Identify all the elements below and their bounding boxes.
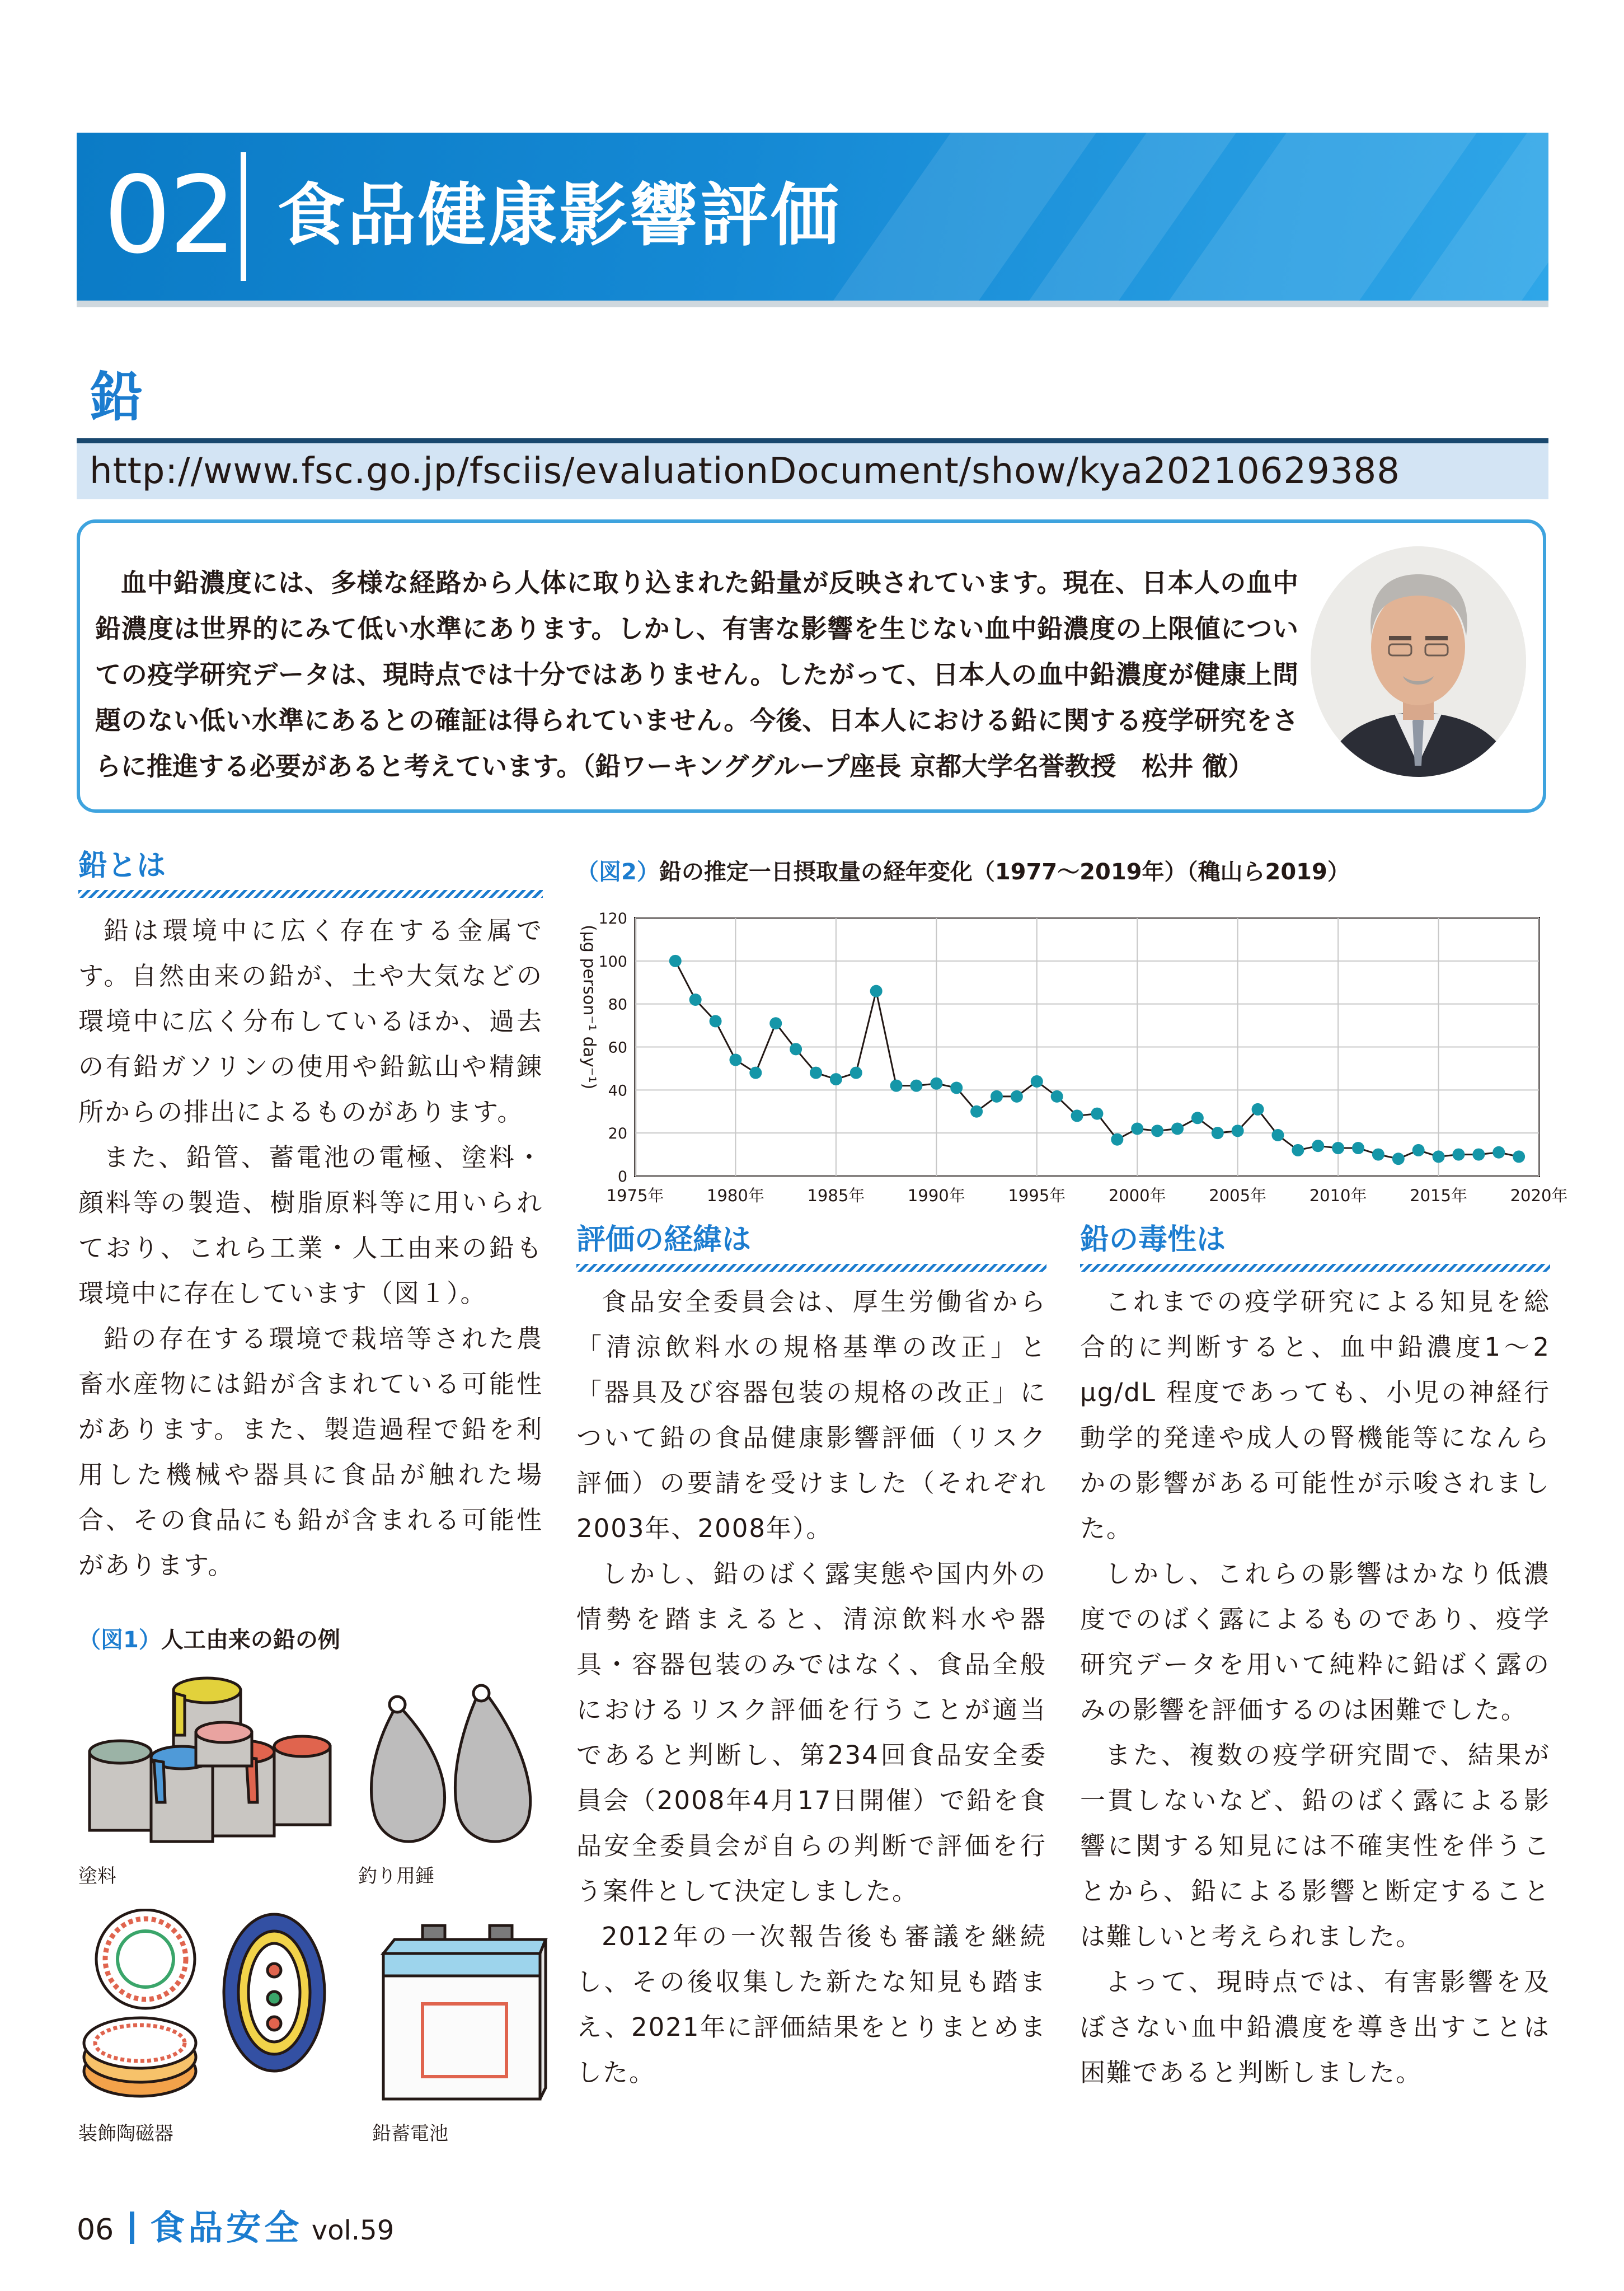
col1-heading-underline: [78, 890, 543, 898]
fig2-caption: [576, 856, 1350, 888]
x-tick-label: 1975年: [606, 1186, 664, 1205]
data-point: [830, 1073, 842, 1085]
data-point: [991, 1090, 1003, 1103]
col2-heading: 評価の経緯は: [576, 1223, 752, 1257]
data-point: [970, 1105, 983, 1118]
x-tick-label: 2000年: [1108, 1186, 1166, 1205]
data-point: [1332, 1142, 1344, 1154]
lead-battery-illustration: [372, 1920, 557, 2110]
chart-y-ticks: [598, 910, 627, 1186]
y-tick-label: 100: [598, 953, 627, 971]
data-point: [1492, 1146, 1505, 1159]
y-tick-label: 60: [608, 1039, 627, 1057]
col3-body: これまでの疫学研究による知見を総合的に判断すると、血中鉛濃度1〜2 μg/dL 程度であっても、小児の神経行動学的発達や成人の腎機能等になんらかの影響がある可能性が示唆されました。 しかし、これらの影響はかなり低濃度でのばく露によるものであり、疫学研究データを用いて純粋に鉛ばく露のみの影響を評価するのは困難でした。 また、複数の疫学研究間で、結果が一貫しないなど、鉛のばく露による影響に関する知見には不確実性を伴うことから、鉛による影響と断定することは難しいと考えられました。 よって、現時点では、有害影響を及ぼさない血中鉛濃度を導き出すことは困難であると判断しました。: [1080, 1287, 1550, 2087]
topic-title: 鉛: [90, 366, 143, 429]
topic-rule: [77, 438, 1548, 443]
fishing-sinkers-illustration: [358, 1682, 543, 1861]
col3-heading: 鉛の毒性は: [1080, 1223, 1226, 1257]
data-point: [1312, 1140, 1324, 1152]
data-point: [1392, 1152, 1405, 1165]
x-tick-label: 1990年: [907, 1186, 965, 1205]
x-tick-label: 2015年: [1410, 1186, 1467, 1205]
y-tick-label: 40: [608, 1082, 627, 1100]
x-tick-label: 1985年: [807, 1186, 865, 1205]
banner-shadow: [77, 301, 1548, 307]
lead-intake-chart: [576, 901, 1584, 1226]
page-footer: [77, 2205, 394, 2253]
data-point: [1232, 1125, 1244, 1137]
data-point: [1131, 1122, 1143, 1135]
y-tick-label: 80: [608, 996, 627, 1014]
data-point: [669, 955, 682, 967]
data-point: [1212, 1127, 1224, 1139]
decorative-ceramics-illustration: [78, 1909, 341, 2110]
data-point: [1472, 1149, 1485, 1161]
data-point: [1171, 1122, 1184, 1135]
data-point: [1051, 1090, 1063, 1103]
section-divider: [241, 152, 246, 281]
evaluation-url-link[interactable]: http://www.fsc.go.jp/fsciis/evaluationDocument/show/kya20210629388: [90, 451, 1400, 492]
data-point: [890, 1080, 903, 1092]
x-tick-label: 1995年: [1008, 1186, 1066, 1205]
data-point: [790, 1043, 802, 1055]
data-point: [729, 1054, 741, 1066]
sinker-label: 釣り用錘: [358, 1865, 434, 1887]
data-point: [1513, 1150, 1525, 1163]
volume-label: vol.59: [311, 2215, 395, 2246]
x-tick-label: 2010年: [1309, 1186, 1367, 1205]
ceramics-label: 装飾陶磁器: [78, 2123, 173, 2145]
data-point: [1091, 1108, 1103, 1120]
data-point: [1433, 1150, 1445, 1163]
page-number: 06: [77, 2213, 114, 2247]
footer-divider: [130, 2212, 134, 2244]
fig2-title: 鉛の推定一日摂取量の経年変化（1977〜2019年）（穐山ら2019）: [659, 859, 1350, 885]
data-point: [1352, 1142, 1364, 1154]
data-point: [1191, 1112, 1204, 1124]
fig1-title: 人工由来の鉛の例: [161, 1627, 340, 1653]
data-point: [1271, 1129, 1284, 1141]
x-tick-label: 2020年: [1510, 1186, 1568, 1205]
data-point: [1151, 1125, 1163, 1137]
section-title: 食品健康影響評価: [277, 176, 841, 255]
y-tick-label: 0: [617, 1168, 627, 1186]
col2-heading-underline: [576, 1264, 1046, 1272]
data-point: [769, 1017, 782, 1029]
battery-label: 鉛蓄電池: [372, 2123, 448, 2145]
fig1-number: （図1）: [78, 1627, 161, 1653]
paint-label: 塗料: [78, 1865, 116, 1887]
y-tick-label: 20: [608, 1125, 627, 1143]
data-point: [1071, 1109, 1083, 1122]
col2-body: 食品安全委員会は、厚生労働省から「清涼飲料水の規格基準の改正」と「器具及び容器包装の規格の改正」について鉛の食品健康影響評価（リスク評価）の要請を受けました（それぞれ2003年、2008年）。 しかし、鉛のばく露実態や国内外の情勢を踏まえると、清涼飲料水や器具・容器包装のみではなく、食品全般におけるリスク評価を行うことが適当であると判断し、第234回食品安全委員会（2008年4月17日開催）で鉛を食品安全委員会が自らの判断で評価を行う案件として決定しました。 2012年の一次報告後も審議を継続し、その後収集した新たな知見も踏まえ、2021年に評価結果をとりまとめました。: [576, 1287, 1046, 2087]
data-point: [870, 985, 883, 997]
x-tick-label: 2005年: [1209, 1186, 1267, 1205]
data-point: [1412, 1144, 1425, 1156]
paint-cans-illustration: [78, 1674, 341, 1858]
col1-heading: 鉛とは: [78, 849, 166, 883]
data-point: [1111, 1133, 1123, 1146]
quote-text: 血中鉛濃度には、多様な経路から人体に取り込まれた鉛量が反映されています。現在、日本人の血中鉛濃度は世界的にみて低い水準にあります。しかし、有害な影響を生じない血中鉛濃度の上限値についての疫学研究データは、現時点では十分ではありません。したがって、日本人の血中鉛濃度が健康上問題のない低い水準にあるとの確証は得られていません。今後、日本人における鉛に関する疫学研究をさらに推進する必要があると考えています。（鉛ワーキンググループ座長 京都大学名誉教授 松井 徹）: [95, 568, 1298, 781]
data-point: [910, 1080, 922, 1092]
data-point: [1292, 1144, 1304, 1156]
section-number: 02: [104, 153, 234, 277]
fig1-caption: [78, 1624, 340, 1656]
chart-x-ticks: [607, 1186, 1568, 1205]
chair-portrait: [1311, 546, 1526, 777]
chart-y-axis-label: (μg person⁻¹ day⁻¹): [579, 925, 599, 1090]
data-point: [930, 1077, 942, 1090]
data-point: [1011, 1090, 1023, 1103]
col3-heading-underline: [1080, 1264, 1550, 1272]
data-point: [1031, 1075, 1043, 1088]
data-point: [850, 1067, 862, 1079]
y-tick-label: 120: [598, 910, 627, 927]
data-point: [1372, 1149, 1384, 1161]
magazine-title: 食品安全: [150, 2207, 303, 2248]
data-point: [810, 1067, 822, 1079]
data-point: [689, 994, 702, 1006]
data-point: [1252, 1103, 1264, 1116]
data-point: [1452, 1149, 1465, 1161]
data-point: [710, 1015, 722, 1027]
fig2-number: （図2）: [576, 859, 659, 885]
data-point: [749, 1067, 762, 1079]
data-point: [950, 1081, 963, 1094]
col1-body: 鉛は環境中に広く存在する金属です。自然由来の鉛が、土や大気などの環境中に広く分布しているほか、過去の有鉛ガソリンの使用や鉛鉱山や精錬所からの排出によるものがあります。 また、鉛管、蓄電池の電極、塗料・顔料等の製造、樹脂原料等に用いられており、これら工業・人工由来の鉛も環境中に存在しています（図１）。 鉛の存在する環境で栽培等された農畜水産物には鉛が含まれている可能性があります。また、製造過程で鉛を利用した機械や器具に食品が触れた場合、その食品にも鉛が含まれる可能性があります。: [78, 916, 543, 1580]
x-tick-label: 1980年: [707, 1186, 764, 1205]
